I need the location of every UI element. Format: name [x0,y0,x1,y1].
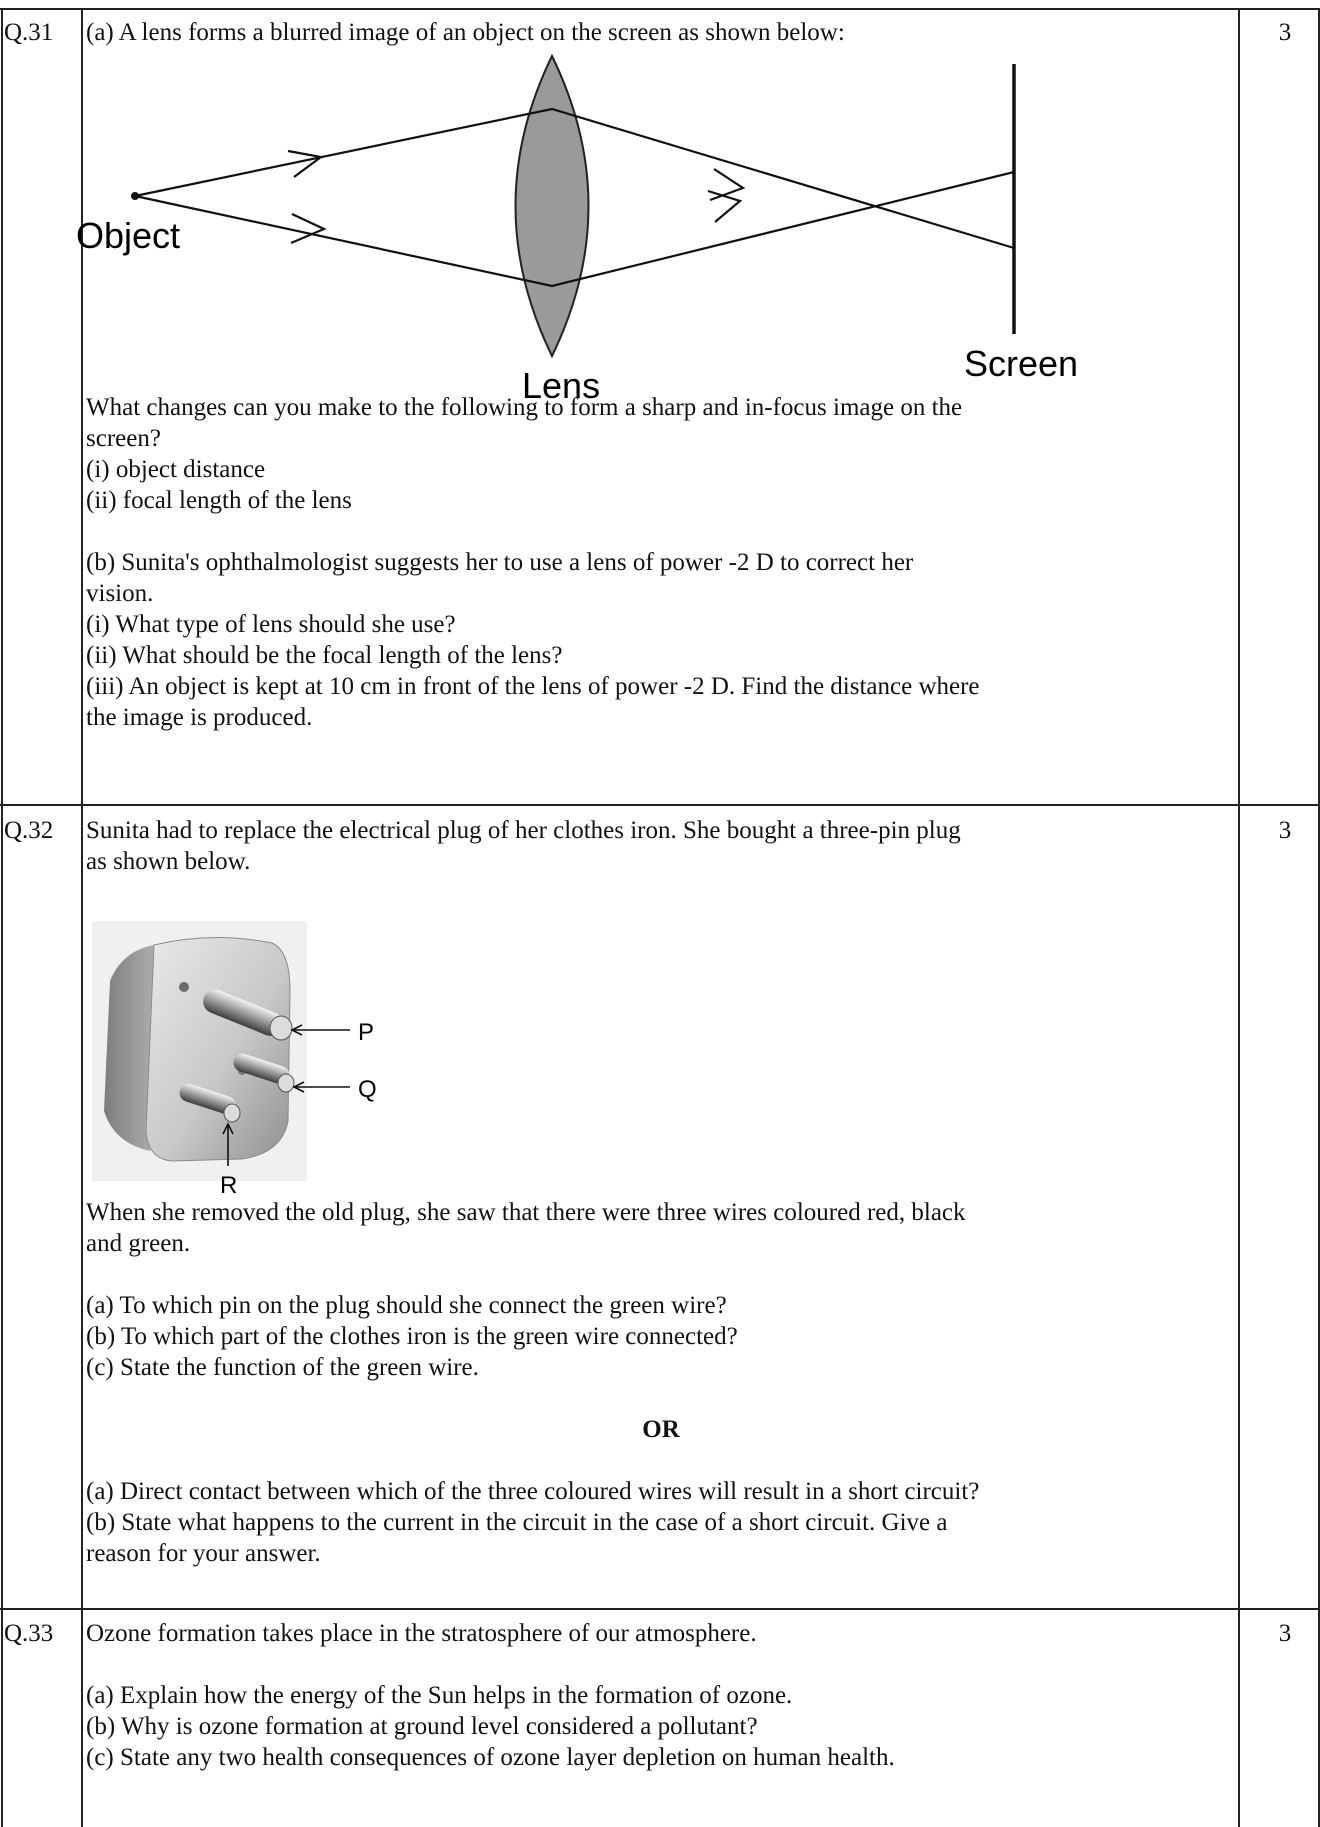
marks-q32: 3 [1278,817,1292,844]
q31-part-b-line: (b) Sunita's ophthalmologist suggests her to use a lens of power -2 D to correct her [86,549,914,576]
q33-question: (b) Why is ozone formation at ground level considered a pollutant? [86,1713,758,1740]
table-border-right [1318,8,1320,1827]
column-divider-number [81,8,83,1827]
q32-intro-line: Sunita had to replace the electrical plug of her clothes iron. She bought a three-pin plug [86,817,961,844]
arrow-lower-left [291,214,324,243]
q33-question: (c) State any two health consequences of ozone layer depletion on human health. [86,1744,895,1771]
table-border-left [1,8,3,1827]
column-divider-marks [1238,8,1240,1827]
row-divider-q32-q33 [0,1608,1320,1610]
arrow-lower-right [708,191,740,222]
pin-label-p: P [358,1019,375,1046]
q31-part-b-item: (ii) What should be the focal length of the lens? [86,642,563,669]
q31-part-a-intro: (a) A lens forms a blurred image of an object on the screen as shown below: [86,19,845,46]
q31-part-b-item: the image is produced. [86,704,313,731]
q32-question: (b) To which part of the clothes iron is the green wire connected? [86,1323,738,1350]
q32-alt-question: reason for your answer. [86,1540,321,1567]
screen-label: Screen [964,343,1079,384]
marks-q33: 3 [1278,1620,1292,1647]
q31-part-b-line: vision. [86,580,154,607]
q32-body [86,1197,1236,1569]
arrow-upper-right [710,169,743,200]
marks-q31: 3 [1278,19,1292,46]
q32-question: (a) To which pin on the plug should she connect the green wire? [86,1292,727,1319]
table-border-top [0,8,1320,10]
lens-label: Lens [522,365,601,406]
q32-observation-line: and green. [86,1230,191,1257]
q31-item: (i) object distance [86,456,266,483]
q32-intro [86,815,1236,877]
q32-alt-question: (a) Direct contact between which of the three coloured wires will result in a short circuit? [86,1478,980,1505]
q31-question-line: screen? [86,425,161,452]
pin-label-r: R [220,1172,238,1199]
q31-part-b-item: (i) What type of lens should she use? [86,611,456,638]
q33-intro: Ozone formation takes place in the stratosphere of our atmosphere. [86,1620,757,1647]
convex-lens [516,56,589,356]
or-separator: OR [642,1416,680,1443]
q31-part-b-item: (iii) An object is kept at 10 cm in front of the lens of power -2 D. Find the distance where [86,673,980,700]
question-number-31: Q.31 [4,19,54,46]
q32-observation-line: When she removed the old plug, she saw that there were three wires coloured red, black [86,1199,966,1226]
q32-alt-question: (b) State what happens to the current in the circuit in the case of a short circuit. Give a [86,1509,948,1536]
object-label: Object [76,215,181,256]
q32-question: (c) State the function of the green wire. [86,1354,479,1381]
question-number-32: Q.32 [4,817,54,844]
question-number-33: Q.33 [4,1620,54,1647]
q32-intro-line: as shown below. [86,848,251,875]
q33-question: (a) Explain how the energy of the Sun helps in the formation of ozone. [86,1682,793,1709]
q33-body [86,1618,1236,1773]
q31-body [86,392,1236,733]
q31-item: (ii) focal length of the lens [86,487,352,514]
pin-label-q: Q [358,1076,377,1103]
q31-question-line: What changes can you make to the following to form a sharp and in-focus image on the [86,394,963,421]
three-pin-plug-figure [92,921,432,1199]
row-divider-q31-q32 [0,804,1320,806]
plug-screw [179,982,189,992]
lens-ray-diagram [76,46,1234,406]
plug-body-face [146,937,290,1161]
